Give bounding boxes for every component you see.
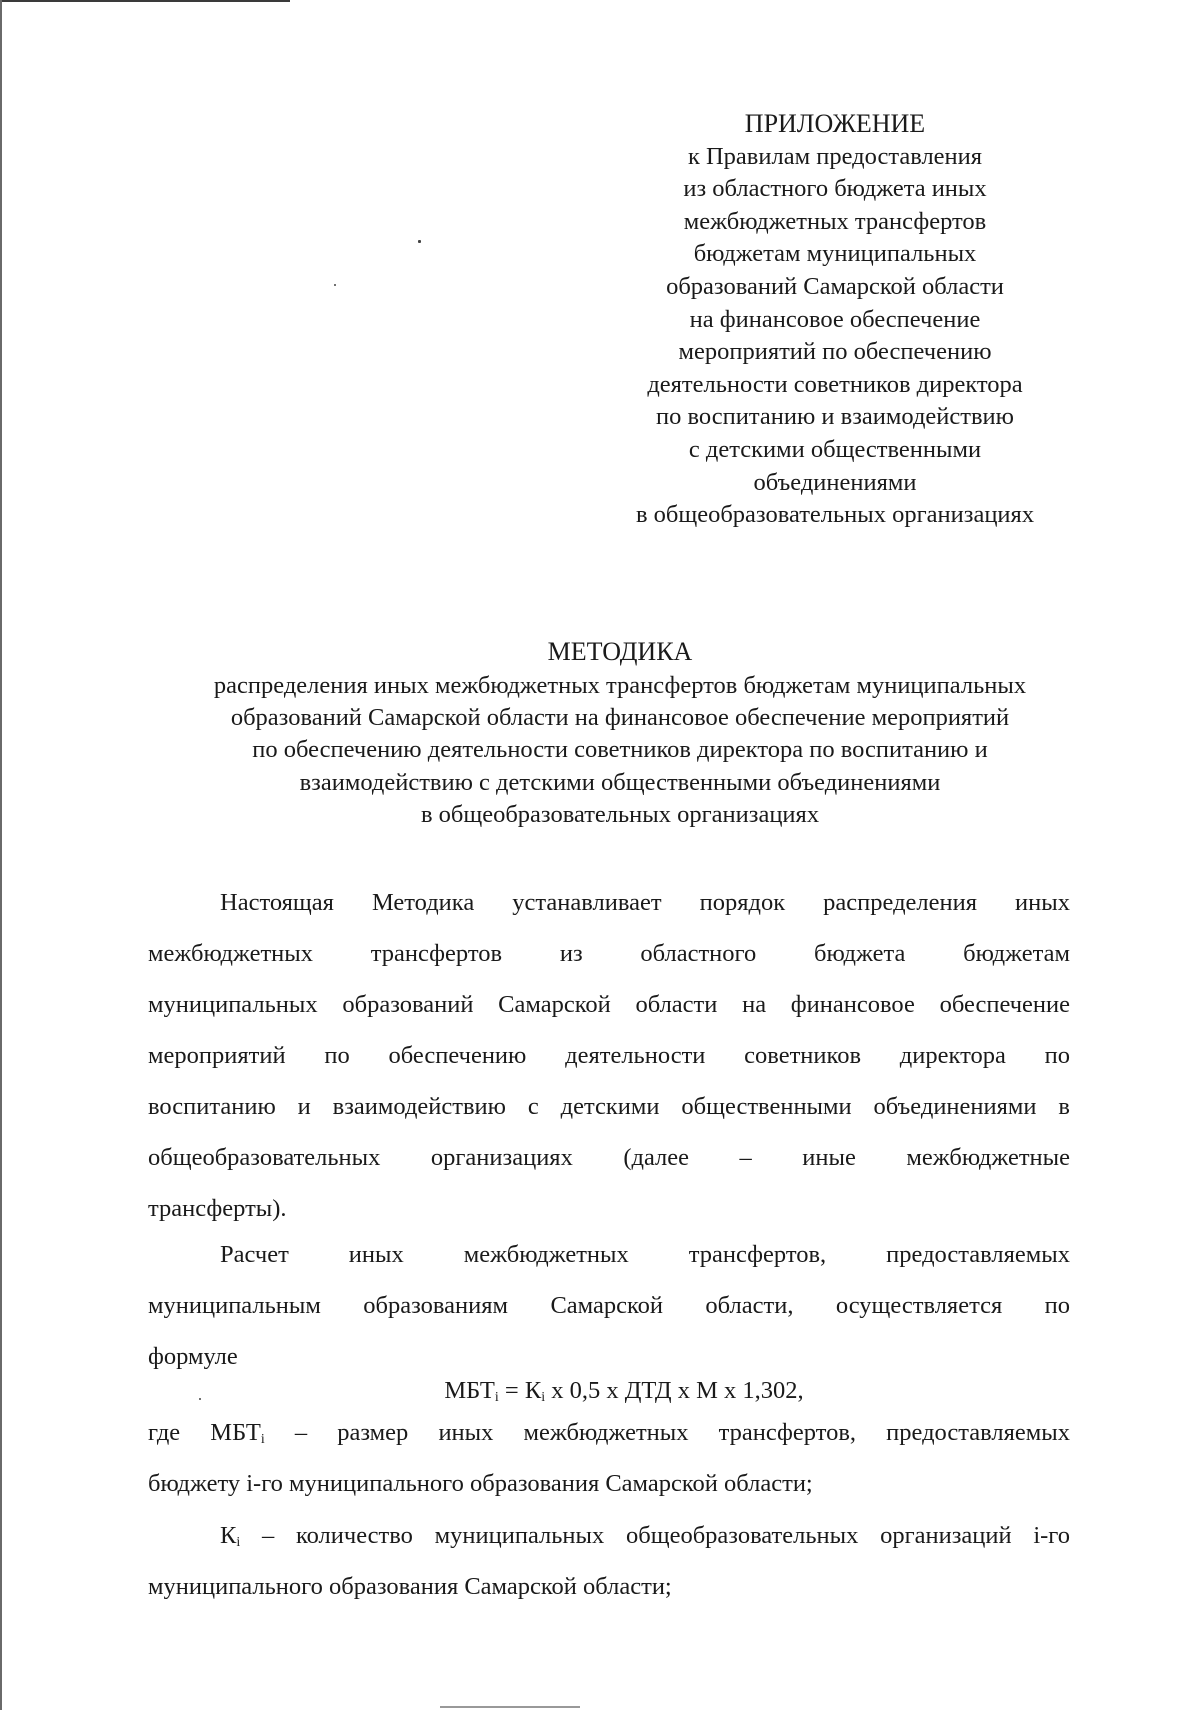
- definition-term: К: [220, 1522, 237, 1549]
- definition-line: [148, 1407, 1070, 1458]
- appendix-line: из областного бюджета иных: [683, 175, 987, 203]
- definition-text: – количество муниципальных общеобразовательных организаций i-го: [240, 1522, 1070, 1549]
- appendix-line: деятельности советников директора: [647, 370, 1023, 398]
- formula-rest: х 0,5 х ДТД х М х 1,302,: [545, 1377, 804, 1404]
- appendix-line: на финансовое обеспечение: [689, 305, 981, 333]
- paragraph-intro: [148, 877, 1070, 1234]
- paragraph-line: формуле: [148, 1343, 238, 1370]
- appendix-line: в общеобразовательных организациях: [635, 501, 1035, 529]
- appendix-line: межбюджетных трансфертов: [683, 207, 987, 235]
- method-subtitle-line: в общеобразовательных организациях: [420, 800, 820, 828]
- method-subtitle: [130, 670, 1110, 831]
- method-subtitle-line: взаимодействию с детскими общественными объединениями: [299, 768, 941, 796]
- scan-speck: [334, 284, 336, 286]
- definition-line: бюджету i-го муниципального образования Самарской области;: [148, 1470, 813, 1497]
- definition-term-subscript: i: [236, 1535, 241, 1550]
- appendix-block: [590, 108, 1080, 532]
- page-edge-top: [0, 0, 290, 2]
- definition-text: – размер иных межбюджетных трансфертов, предоставляемых: [264, 1419, 1070, 1446]
- formula-lhs: МБТ: [444, 1377, 495, 1404]
- definition-line: [148, 1510, 1070, 1561]
- definition-term: где МБТ: [148, 1419, 261, 1446]
- paragraph-line: Расчет иных межбюджетных трансфертов, предоставляемых: [220, 1241, 1070, 1268]
- page-edge-left: [0, 0, 2, 1710]
- appendix-line: мероприятий по обеспечению: [678, 338, 992, 366]
- paragraph-line: общеобразовательных организациях (далее – иные межбюджетные: [148, 1144, 1070, 1171]
- appendix-line: бюджетам муниципальных: [693, 240, 977, 268]
- definition-k: [148, 1510, 1070, 1612]
- appendix-line: к Правилам предоставления: [687, 142, 983, 170]
- method-subtitle-line: по обеспечению деятельности советников директора по воспитанию и: [252, 736, 988, 764]
- paragraph-line: мероприятий по обеспечению деятельности советников директора по: [148, 1042, 1070, 1069]
- appendix-line: по воспитанию и взаимодействию: [656, 403, 1014, 431]
- paragraph-line: межбюджетных трансфертов из областного бюджета бюджетам: [148, 940, 1070, 967]
- paragraph-line: Настоящая Методика устанавливает порядок распределения иных: [220, 889, 1070, 916]
- scan-speck: [418, 240, 421, 243]
- appendix-line: с детскими общественными: [688, 435, 982, 463]
- formula-k: К: [524, 1377, 542, 1404]
- page-edge-bottom: [440, 1706, 580, 1708]
- paragraph-line: муниципальных образований Самарской области на финансовое обеспечение: [148, 991, 1070, 1018]
- definition-term-subscript: i: [260, 1432, 265, 1447]
- paragraph-calculation: [148, 1229, 1070, 1382]
- formula-lhs-subscript: i: [494, 1390, 499, 1405]
- paragraph-line: муниципальным образованиям Самарской области, осуществляется по: [148, 1292, 1070, 1319]
- definition-line: муниципального образования Самарской области;: [148, 1573, 672, 1600]
- formula-k-subscript: i: [541, 1390, 546, 1405]
- formula: [148, 1375, 1070, 1407]
- appendix-line: объединениями: [753, 468, 917, 496]
- paragraph-line: воспитанию и взаимодействию с детскими общественными объединениями в: [148, 1093, 1070, 1120]
- appendix-heading: ПРИЛОЖЕНИЕ: [744, 109, 926, 138]
- paragraph-line: трансферты).: [148, 1195, 287, 1222]
- definition-mbt: [148, 1407, 1070, 1509]
- appendix-line: образований Самарской области: [666, 272, 1004, 300]
- formula-equals: =: [498, 1377, 525, 1404]
- method-subtitle-line: распределения иных межбюджетных трансфертов бюджетам муниципальных: [213, 672, 1027, 699]
- method-subtitle-line: образований Самарской области на финансовое обеспечение мероприятий: [230, 704, 1010, 732]
- method-title: МЕТОДИКА: [547, 637, 693, 666]
